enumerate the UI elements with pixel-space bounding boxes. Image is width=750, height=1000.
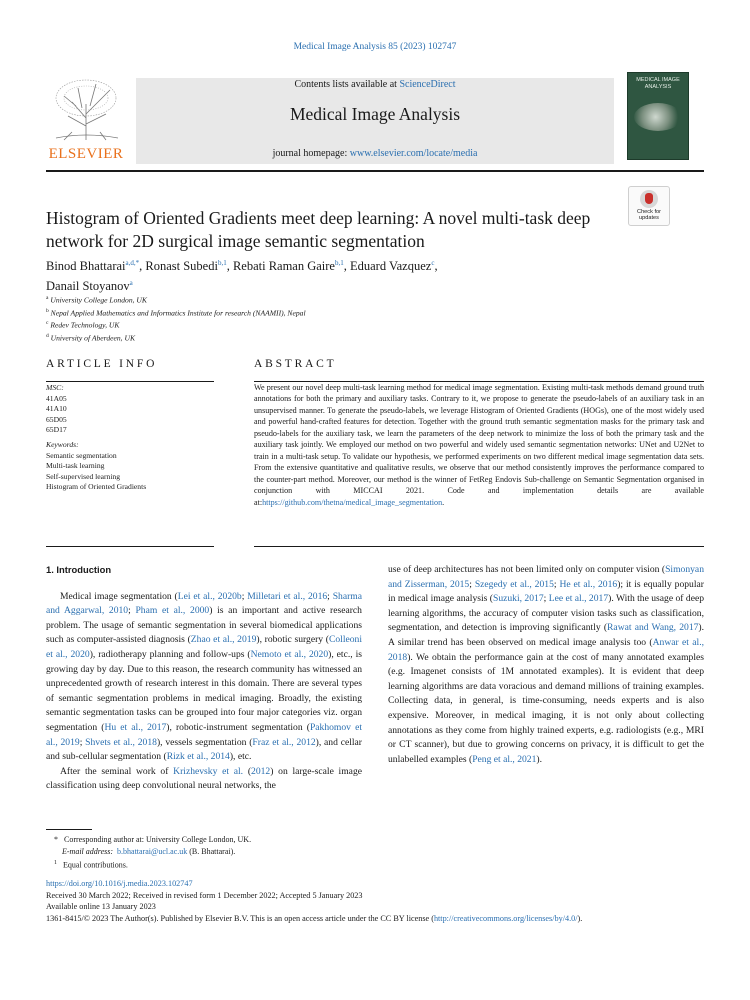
- journal-title: Medical Image Analysis: [289, 104, 461, 124]
- affiliation-marker: d: [46, 332, 49, 339]
- running-header[interactable]: Medical Image Analysis 85 (2023) 102747: [293, 42, 457, 52]
- citation-link[interactable]: Krizhevsky et al.: [173, 765, 244, 777]
- author-name[interactable]: Eduard Vazquez: [349, 259, 432, 274]
- affiliation-item: [46, 318, 546, 331]
- citation-link[interactable]: Shvets et al., 2018: [85, 736, 157, 748]
- cover-title: MEDICAL IMAGE ANALYSIS: [636, 77, 680, 90]
- bookmark-icon: [640, 190, 658, 208]
- text-run: ), robotic surgery (: [256, 634, 329, 646]
- citation-link[interactable]: Pham et al., 2000: [135, 605, 210, 617]
- footnote-equal: $^1$ Equal contributions.: [54, 859, 128, 870]
- affiliation-marker: a: [46, 295, 49, 301]
- citation-link[interactable]: Peng et al., 2021: [472, 753, 537, 765]
- text-run: ), radiotherapy planning and follow-ups (: [89, 648, 251, 660]
- copyright-line: [46, 913, 706, 925]
- abstract-text: [254, 382, 704, 508]
- text-run: ), vessels segmentation (: [156, 736, 253, 748]
- author-marker[interactable]: c: [431, 259, 435, 267]
- masthead-rule: [46, 170, 704, 172]
- text-run: ;: [79, 736, 86, 748]
- keyword: Semantic segmentation: [46, 450, 117, 460]
- affiliation-marker: c: [46, 320, 49, 327]
- keyword: Histogram of Oriented Gradients: [46, 482, 147, 492]
- affiliation-text: University of Aberdeen, UK: [50, 333, 136, 343]
- text-run: Medical image segmentation (: [60, 590, 178, 602]
- citation-link[interactable]: Anwar et al., 2018: [388, 636, 704, 663]
- citation-link[interactable]: Pakhomov et al., 2019: [46, 721, 362, 748]
- body-paragraph: [46, 765, 362, 794]
- text-run: After the seminal work of: [60, 765, 174, 777]
- author-marker[interactable]: a,d,*: [125, 259, 140, 267]
- publication-info: [46, 878, 706, 924]
- author-separator: ,: [434, 259, 438, 274]
- author-marker[interactable]: b,1: [334, 259, 344, 267]
- citation-link[interactable]: Lee et al., 2017: [548, 593, 609, 605]
- corresponding-text: Corresponding author at: University College London, UK.: [64, 835, 252, 844]
- affiliation-text: Nepal Applied Mathematics and Informatics Institute for research (NAAMII), Nepal: [50, 308, 306, 318]
- author-name[interactable]: Binod Bhattarai: [46, 259, 126, 274]
- text-run: ) on large-scale image classification using deep convolutional neural networks, the: [46, 765, 363, 792]
- received-dates: Received 30 March 2022; Received in revised form 1 December 2022; Accepted 5 January 2023: [46, 890, 363, 900]
- author-separator: ,: [226, 259, 233, 274]
- copyright-end: ).: [577, 913, 583, 923]
- affiliation-text: University College London, UK: [50, 295, 147, 305]
- text-run: ;: [469, 578, 475, 590]
- article-info-list: [46, 383, 214, 493]
- email-link[interactable]: b.bhattarai@ucl.ac.uk: [117, 846, 188, 856]
- author-name[interactable]: Ronast Subedi: [145, 259, 218, 274]
- email-label: E-mail address:: [62, 846, 114, 856]
- equal-contribution-text: Equal contributions.: [63, 860, 128, 870]
- article-info-heading: ARTICLE INFO: [46, 358, 158, 370]
- text-run: use of deep architectures has not been limited only on computer vision (: [388, 564, 666, 575]
- citation-link[interactable]: Lei et al., 2020b: [177, 590, 242, 602]
- author-list: [46, 255, 546, 295]
- email-suffix: (B. Bhattarai).: [187, 846, 236, 856]
- affiliation-item: [46, 306, 546, 319]
- abstract-heading: ABSTRACT: [254, 358, 337, 370]
- contents-prefix: Contents lists available at: [294, 79, 400, 90]
- footnotes: [54, 834, 454, 871]
- msc-codes: [46, 394, 214, 436]
- online-date: Available online 13 January 2023: [46, 902, 156, 912]
- text-run: ;: [543, 593, 549, 605]
- license-link[interactable]: http://creativecommons.org/licenses/by/4.0/: [433, 913, 578, 923]
- citation-link[interactable]: Suzuki, 2017: [492, 593, 544, 605]
- citation-link[interactable]: Zhao et al., 2019: [190, 634, 257, 646]
- text-run: ;: [241, 590, 248, 602]
- keyword: Self-supervised learning: [46, 471, 121, 481]
- code-repository-link[interactable]: https://github.com/thetna/medical_image_segmentation: [262, 497, 443, 507]
- text-run: ;: [327, 590, 333, 602]
- divider: [254, 546, 704, 547]
- sciencedirect-link[interactable]: ScienceDirect: [399, 79, 456, 90]
- msc-code: 41A10: [46, 404, 67, 414]
- footnote-rule: [46, 829, 92, 830]
- msc-code: 41A05: [46, 393, 67, 403]
- text-run: ), etc., is growing day by day. Due to this reason, the research community has witnessed an unprecedented growth of research interest in this domain. There are several types of semantic segmentation problems in medical imaging. Broadly, the existing semantic segmentation tasks can be grouped into four major categories viz. organ segmentation (: [46, 648, 362, 733]
- homepage-line: [136, 148, 614, 159]
- citation-link[interactable]: Sharma and Aggarwal, 2010: [46, 590, 362, 617]
- author-name[interactable]: Rebati Raman Gaire: [232, 259, 335, 274]
- divider: [46, 381, 214, 382]
- homepage-prefix: journal homepage:: [272, 148, 350, 159]
- cover-brain-image: [634, 103, 682, 131]
- affiliation-marker: b: [46, 307, 49, 314]
- text-run: ) is an important and active research problem. The usage of semantic segmentation in several biomedical applications such as computer-assisted diagnosis (: [46, 605, 362, 646]
- text-run: ).: [536, 753, 542, 765]
- journal-cover-thumbnail[interactable]: [627, 72, 689, 160]
- keyword: Multi-task learning: [46, 461, 105, 471]
- body-paragraph: [46, 590, 362, 765]
- copyright-text: 1361-8415/© 2023 The Author(s). Published by Elsevier B.V. This is an open access article under the CC BY license (: [46, 913, 434, 923]
- keywords-label: Keywords:: [46, 439, 79, 449]
- abstract-end: .: [442, 497, 445, 507]
- homepage-link[interactable]: www.elsevier.com/locate/media: [349, 148, 478, 159]
- text-run: ), etc.: [229, 751, 252, 763]
- author-name[interactable]: Danail Stoyanov: [46, 279, 130, 294]
- paper-title: Histogram of Oriented Gradients meet deep learning: A novel multi-task deep network for 2D surgical image semantic segmentation: [46, 208, 591, 251]
- author-separator: ,: [343, 259, 350, 274]
- citation-link[interactable]: Colleoni et al., 2020: [46, 634, 363, 660]
- footnote-corresponding: * Corresponding author at: University College London, UK.: [54, 835, 252, 844]
- text-run: ). With the usage of deep learning algorithms, the accuracy of computer vision tasks such as classification, segmentation, and detection is improving significantly (: [388, 593, 705, 634]
- text-run: ). We obtain the performance gain at the cost of many annotated examples (e.g. Imagenet consists of 1M annotated examples). It is evident that deep learning algorithms are data voracious and demand millions of training examples. Collecting data, in general, is time-consuming, needs experts and is also expensive. Moreover, in medical imaging, it is not only about collecting annotations as they come from highly trained experts, e.g. radiologists (e.g., MRI or CT scanner), but due to growing concerns on privacy, it is difficult to get the unlabelled examples (: [388, 651, 704, 765]
- author-marker[interactable]: a: [129, 279, 133, 288]
- affiliation-item: [46, 293, 546, 306]
- text-run: ;: [128, 605, 136, 617]
- affiliation-list: [46, 293, 546, 343]
- doi-link[interactable]: https://doi.org/10.1016/j.media.2023.102747: [46, 879, 193, 888]
- check-for-updates-label: Check for updates: [637, 209, 661, 222]
- section-heading-introduction: 1. Introduction: [46, 564, 112, 575]
- affiliation-text: Redev Technology, UK: [50, 320, 120, 330]
- citation-link[interactable]: Nemoto et al., 2020: [250, 648, 329, 660]
- citation-link[interactable]: Simonyan and Zisserman, 2015: [388, 564, 704, 590]
- text-run: ), robotic-instrument segmentation (: [166, 721, 310, 733]
- text-run: ;: [553, 578, 560, 590]
- author-marker[interactable]: b,1: [217, 259, 227, 267]
- intro-left-column: [46, 563, 362, 794]
- citation-link[interactable]: Rawat and Wang, 2017: [607, 622, 699, 634]
- citation-link[interactable]: Hu et al., 2017: [104, 721, 167, 733]
- author-separator: ,: [139, 259, 146, 274]
- citation-link[interactable]: Szegedy et al., 2015: [474, 578, 554, 590]
- text-run: ); it is equally popular in medical image analysis (: [388, 578, 704, 605]
- abstract-body: We present our novel deep multi-task learning method for medical image segmentation. Existing multi-task methods demand ground truth annotations for both the primary and auxiliary tasks. Contrary to it, we propose to generate the pseudo-labels of an auxiliary task in an unsupervised manner. To generate the pseudo-labels, we leverage Histogram of Oriented Gradients (HOGs), one of the most widely used and powerful hand-crafted features for detection. Together with the ground truth semantic segmentation masks for the primary task and pseudo-labels for the auxiliary task, we learn the parameters of the deep network to minimize the loss of both the primary task and the auxiliary task jointly. We employed our method on two powerful and widely used semantic segmentation networks: UNet and U2Net to train in a multi-task setup. To validate our hypothesis, we performed experiments on two different medical image segmentation data sets. From the extensive quantitative and qualitative results, we observe that our method consistently improves the performance compared to the counter-part method. Moreover, our method is the winner of FetReg Endovis Sub-challenge on Semantic Segmentation organised in conjunction with MICCAI 2021. Code and implementation details are available at:: [254, 383, 704, 507]
- body-paragraph: [388, 563, 704, 767]
- citation-link[interactable]: Milletari et al., 2016: [247, 590, 328, 602]
- contents-line: [136, 79, 614, 90]
- divider: [46, 546, 214, 547]
- citation-link[interactable]: Fraz et al., 2012: [252, 736, 316, 748]
- publisher-wordmark[interactable]: ELSEVIER: [48, 146, 124, 162]
- msc-code: 65D05: [46, 414, 67, 424]
- text-run: ), and cellar and sub-cellular segmentation (: [46, 736, 362, 763]
- footnote-email: [54, 846, 454, 858]
- citation-link[interactable]: Rizk et al., 2014: [166, 751, 230, 763]
- msc-label: MSC:: [46, 383, 64, 392]
- citation-link[interactable]: 2012: [251, 765, 271, 777]
- check-for-updates-button[interactable]: [628, 186, 670, 226]
- affiliation-item: [46, 331, 546, 344]
- keywords: [46, 451, 214, 493]
- text-run: ). A similar trend has been observed on medical image analysis too (: [388, 622, 705, 648]
- citation-link[interactable]: He et al., 2016: [559, 578, 618, 590]
- intro-right-column: [388, 563, 704, 767]
- text-run: (: [243, 765, 252, 777]
- msc-code: 65D17: [46, 425, 67, 435]
